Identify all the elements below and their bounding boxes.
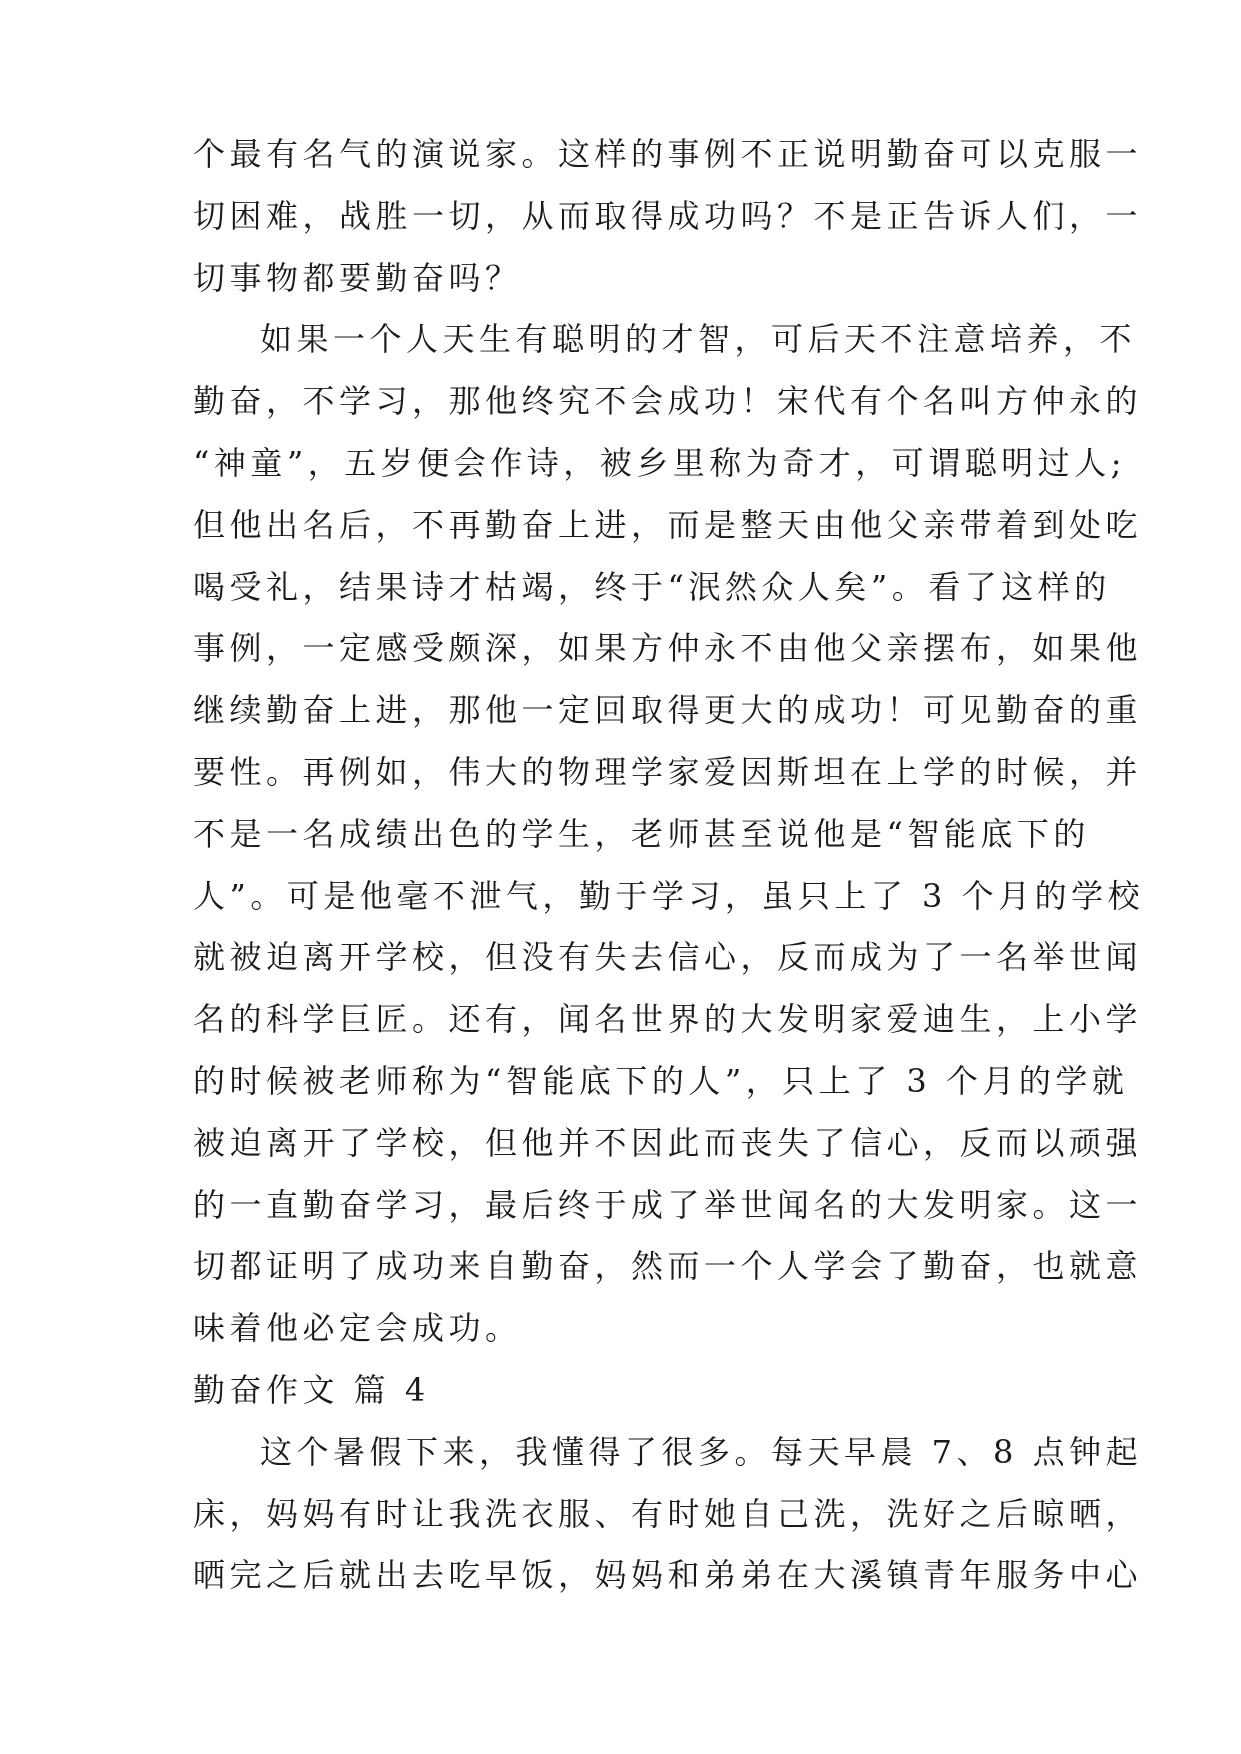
- text-line: 的时候被老师称为“智能底下的人”，只上了 3 个月的学就: [193, 1061, 1129, 1100]
- text-line: 要性。再例如，伟大的物理学家爱因斯坦在上学的时候，并: [193, 752, 1143, 791]
- text-line: 床，妈妈有时让我洗衣服、有时她自己洗，洗好之后晾晒，: [193, 1494, 1143, 1533]
- text-line: 名的科学巨匠。还有，闻名世界的大发明家爱迪生，上小学: [193, 1000, 1143, 1039]
- text-line: 继续勤奋上进，那他一定回取得更大的成功！可见勤奋的重: [193, 691, 1143, 730]
- text-line: 的一直勤奋学习，最后终于成了举世闻名的大发明家。这一: [193, 1185, 1143, 1224]
- text-line: “神童”，五岁便会作诗，被乡里称为奇才，可谓聪明过人;: [193, 443, 1127, 482]
- text-line: 被迫离开了学校，但他并不因此而丧失了信心，反而以顽强: [193, 1123, 1143, 1162]
- section-heading: 勤奋作文 篇 4: [193, 1370, 430, 1409]
- paragraph: [193, 309, 1145, 1360]
- text-line: 就被迫离开学校，但没有失去信心，反而成为了一名举世闻: [193, 938, 1143, 977]
- paragraph: [193, 1422, 1143, 1607]
- text-line: 事例，一定感受颇深，如果方仲永不由他父亲摆布，如果他: [193, 629, 1143, 668]
- text-line: 味着他必定会成功。: [193, 1309, 522, 1348]
- text-line: 这个暑假下来，我懂得了很多。每天早晨 7、8 点钟起: [260, 1432, 1143, 1471]
- text-line: 不是一名成绩出色的学生，老师甚至说他是“智能底下的: [193, 814, 1090, 853]
- text-line: 勤奋，不学习，那他终究不会成功！宋代有个名叫方仲永的: [193, 382, 1143, 421]
- text-line: 人”。可是他毫不泄气，勤于学习，虽只上了 3 个月的学校: [193, 876, 1145, 915]
- text-line: 晒完之后就出去吃早饭，妈妈和弟弟在大溪镇青年服务中心: [193, 1556, 1143, 1595]
- text-line: 如果一个人天生有聪明的才智，可后天不注意培养，不: [260, 320, 1137, 359]
- text-line: 但他出名后，不再勤奋上进，而是整天由他父亲带着到处吃: [193, 505, 1143, 544]
- text-line: 切都证明了成功来自勤奋，然而一个人学会了勤奋，也就意: [193, 1247, 1143, 1286]
- text-line: 切事物都要勤奋吗？: [193, 258, 522, 297]
- text-line: 个最有名气的演说家。这样的事例不正说明勤奋可以克服一: [193, 135, 1143, 173]
- paragraph: [193, 124, 1143, 309]
- document-body: [193, 124, 1145, 1607]
- text-line: 切困难，战胜一切，从而取得成功吗？不是正告诉人们，一: [193, 196, 1143, 235]
- text-line: 喝受礼，结果诗才枯竭，终于“泯然众人矣”。看了这样的: [193, 567, 1111, 606]
